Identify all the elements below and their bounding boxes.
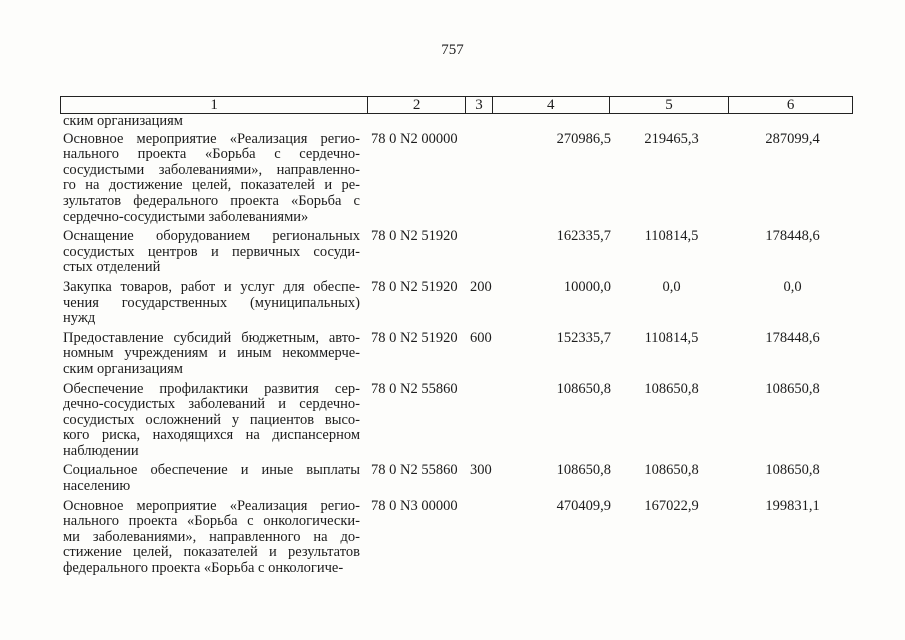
row-description [63, 499, 360, 577]
row-value-col6: 287099,4 [765, 130, 820, 147]
page-number: 757 [441, 42, 464, 58]
row-code: 78 0 N3 00000 [371, 497, 458, 514]
header-col-6: 6 [786, 97, 795, 113]
row-code: 78 0 N2 51920 [371, 329, 458, 346]
header-col-3: 3 [466, 97, 493, 113]
description-line: стых отделений [63, 259, 161, 276]
row-code: 78 0 N2 51920 [371, 228, 458, 245]
table-row [0, 132, 905, 226]
table-row [0, 499, 905, 577]
row-description [63, 132, 360, 226]
table-row [0, 280, 905, 327]
row-value-col4: 10000,0 [563, 278, 611, 295]
row-expense-type: 600 [470, 329, 492, 346]
row-value-col4: 470409,9 [556, 497, 611, 514]
row-description [63, 114, 360, 130]
row-code: 78 0 N2 00000 [371, 130, 458, 147]
description-line: ским организациям [63, 113, 183, 129]
description-line: чения государственных (муниципальных) [63, 294, 360, 311]
row-description [63, 463, 360, 494]
description-line: наблюдении [63, 442, 139, 459]
description-line: сосудистых осложнений у пациентов высо- [63, 411, 360, 428]
description-line: ми заболеваниями», направленного на до- [63, 528, 360, 545]
row-value-col5: 108650,8 [644, 380, 699, 397]
row-value-col6: 0,0 [783, 278, 802, 295]
description-line: Закупка товаров, работ и услуг для обеспе- [63, 278, 360, 295]
row-value-col5: 110814,5 [644, 329, 699, 346]
row-value-col4: 108650,8 [556, 462, 611, 479]
row-code: 78 0 N2 51920 [371, 278, 458, 295]
description-line: го на достижение целей, показателей и ре- [63, 177, 360, 194]
description-line: Предоставление субсидий бюджетным, авто- [63, 329, 360, 346]
description-line: дечно-сосудистых заболеваний и сердечно- [63, 396, 360, 413]
row-value-col6: 108650,8 [765, 462, 820, 479]
row-expense-type: 200 [470, 278, 492, 295]
row-value-col4: 152335,7 [556, 329, 611, 346]
row-value-col6: 108650,8 [765, 380, 820, 397]
row-value-col6: 199831,1 [765, 497, 820, 514]
description-line: Оснащение оборудованием региональных [63, 228, 360, 245]
description-line: Основное мероприятие «Реализация регио- [63, 130, 360, 147]
description-line: Основное мероприятие «Реализация регио- [63, 497, 360, 514]
row-description [63, 382, 360, 460]
row-value-col5: 219465,3 [644, 130, 699, 147]
row-value-col4: 162335,7 [556, 228, 611, 245]
description-line: кого риска, находящихся на диспансерном [63, 427, 360, 444]
table-row [0, 114, 905, 130]
table-header [60, 96, 853, 114]
table-row [0, 331, 905, 378]
description-line: сердечно-сосудистыми заболеваниями» [63, 208, 309, 225]
row-value-col4: 108650,8 [556, 380, 611, 397]
row-description [63, 229, 360, 276]
header-col-1: 1 [61, 97, 368, 113]
header-col-2: 2 [368, 97, 466, 113]
table-row [0, 382, 905, 460]
row-description [63, 280, 360, 327]
table-row [0, 229, 905, 276]
header-col-4: 4 [493, 97, 610, 113]
row-expense-type: 300 [470, 462, 492, 479]
description-line: нального проекта «Борьба с онкологически- [63, 513, 360, 530]
description-line: Социальное обеспечение и иные выплаты [63, 462, 360, 479]
description-line: населению [63, 478, 131, 495]
table-body [0, 114, 905, 577]
description-line: стижение целей, показателей и результатов [63, 544, 360, 561]
description-line: зультатов федерального проекта «Борьба с [63, 192, 360, 209]
description-line: федерального проекта «Борьба с онкологиче- [63, 560, 344, 577]
description-line: сосудистыми заболеваниями», направленно- [63, 161, 360, 178]
table-row [0, 463, 905, 494]
description-line: нального проекта «Борьба с сердечно- [63, 146, 360, 163]
row-code: 78 0 N2 55860 [371, 380, 458, 397]
description-line: нужд [63, 310, 96, 327]
description-line: номным учреждениям и иным некоммерче- [63, 345, 360, 362]
row-code: 78 0 N2 55860 [371, 462, 458, 479]
description-line: сосудистых центров и первичных сосуди- [63, 243, 360, 260]
header-col-5: 5 [610, 97, 730, 113]
row-value-col6: 178448,6 [765, 329, 820, 346]
description-line: Обеспечение профилактики развития сер- [63, 380, 360, 397]
row-value-col4: 270986,5 [556, 130, 611, 147]
row-value-col6: 178448,6 [765, 228, 820, 245]
row-value-col5: 110814,5 [644, 228, 699, 245]
description-line: ским организациям [63, 360, 183, 377]
row-value-col5: 0,0 [662, 278, 681, 295]
row-value-col5: 108650,8 [644, 462, 699, 479]
row-value-col5: 167022,9 [644, 497, 699, 514]
row-description [63, 331, 360, 378]
